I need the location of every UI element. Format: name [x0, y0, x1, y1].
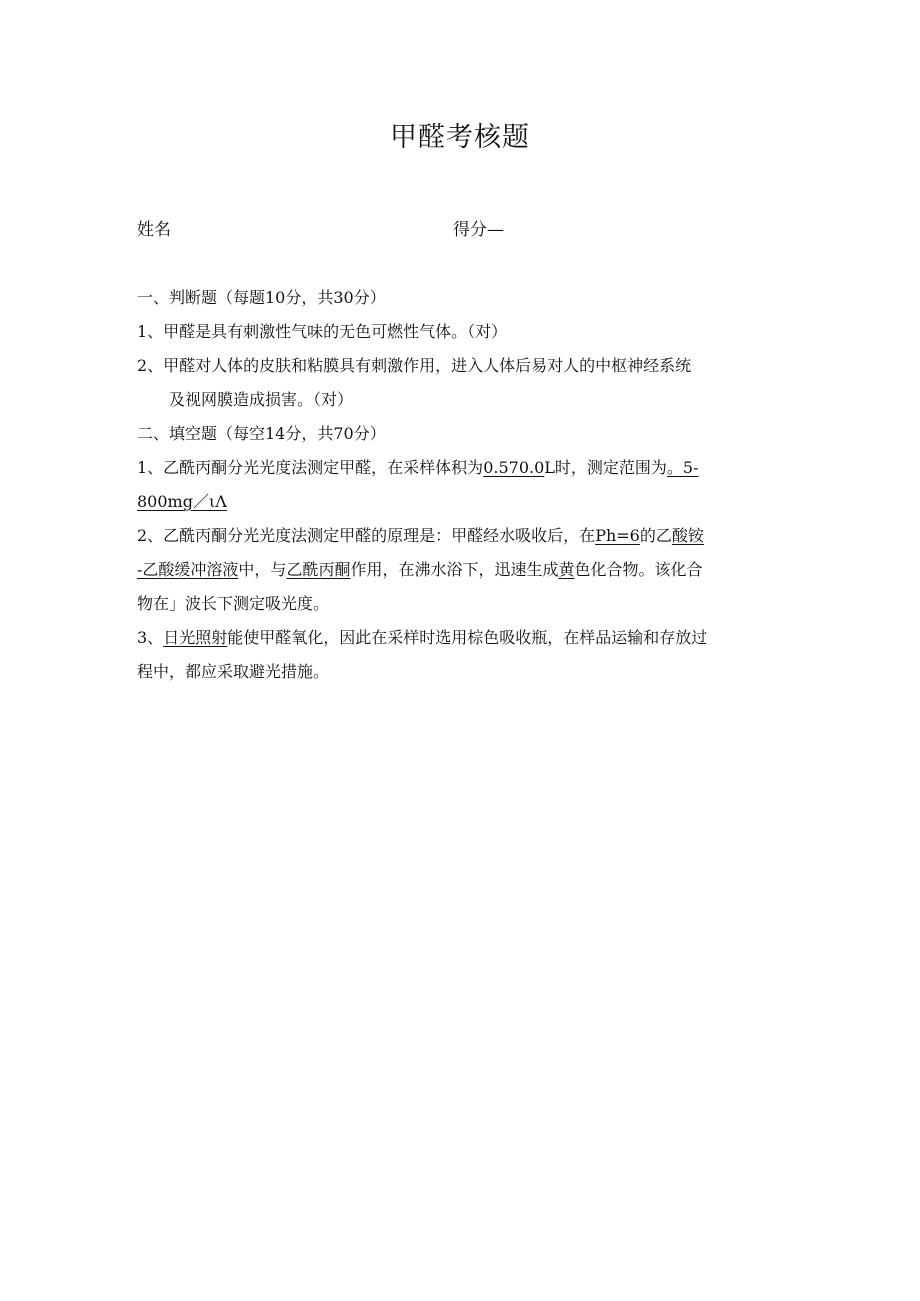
text-segment: 色化合物。该化合: [574, 560, 703, 579]
answer-blank: 0.570.0: [483, 458, 545, 477]
text-segment: 能使甲醛氧化，因此在采样时选用棕色吸收瓶，在样品运输和存放过: [227, 628, 708, 647]
fill-question-2-line-3: 物在」波长下测定吸光度。: [137, 594, 330, 613]
score-label: 得分—: [453, 220, 504, 240]
fill-question-2-line-1: [137, 519, 785, 553]
fill-question-1-line-2: [137, 485, 785, 519]
answer-blank: 黄: [558, 560, 575, 579]
text-segment: L时，测定范围为: [544, 458, 667, 477]
section-heading-judgement: 一、判断题（每题10分，共30分）: [137, 288, 386, 307]
text-segment: 中，与: [238, 560, 287, 579]
name-label: 姓名: [137, 220, 171, 240]
fill-question-2-line-2: [137, 553, 785, 587]
info-row: [137, 216, 797, 244]
question-text: 2、甲醛对人体的皮肤和粘膜具有刺激作用，进入人体后易对人的中枢神经系统: [137, 356, 692, 375]
answer-blank: 酸铵: [671, 526, 704, 545]
answer-blank: 。5-: [666, 458, 699, 477]
judgement-question-2-line-1: [137, 349, 785, 383]
text-segment: 3、: [137, 628, 164, 647]
fill-question-3-line-2: 程中，都应采取避光措施。: [137, 662, 330, 681]
exam-content: [137, 281, 785, 689]
answer-blank: -乙酸缓冲溶液: [137, 560, 239, 579]
judgement-question-2-line-2: 及视网膜造成损害。（对）: [169, 390, 354, 409]
answer-blank: 800mg／ιΛ: [137, 492, 227, 511]
fill-question-3-line-1: [137, 621, 785, 655]
text-segment: 作用，在沸水浴下，迅速生成: [350, 560, 559, 579]
fill-question-1-line-1: [137, 451, 785, 485]
document-title: 甲醛考核题: [390, 122, 530, 153]
text-segment: 2、乙酰丙酮分光光度法测定甲醛的原理是：甲醛经水吸收后，在: [137, 526, 596, 545]
answer-blank: 日光照射: [163, 628, 228, 647]
question-text-segment: [137, 519, 704, 553]
text-segment: 1、乙酰丙酮分光光度法测定甲醛，在采样体积为: [137, 458, 484, 477]
text-segment: 的乙: [639, 526, 672, 545]
answer-blank: Ph=6: [595, 526, 640, 545]
section-heading-fill-blank: 二、填空题（每空14分，共70分）: [137, 424, 386, 443]
judgement-question-1: 1、甲醛是具有刺激性气味的无色可燃性气体。（对）: [137, 322, 508, 341]
question-text-segment: [137, 451, 699, 485]
answer-blank: 乙酰丙酮: [286, 560, 351, 579]
